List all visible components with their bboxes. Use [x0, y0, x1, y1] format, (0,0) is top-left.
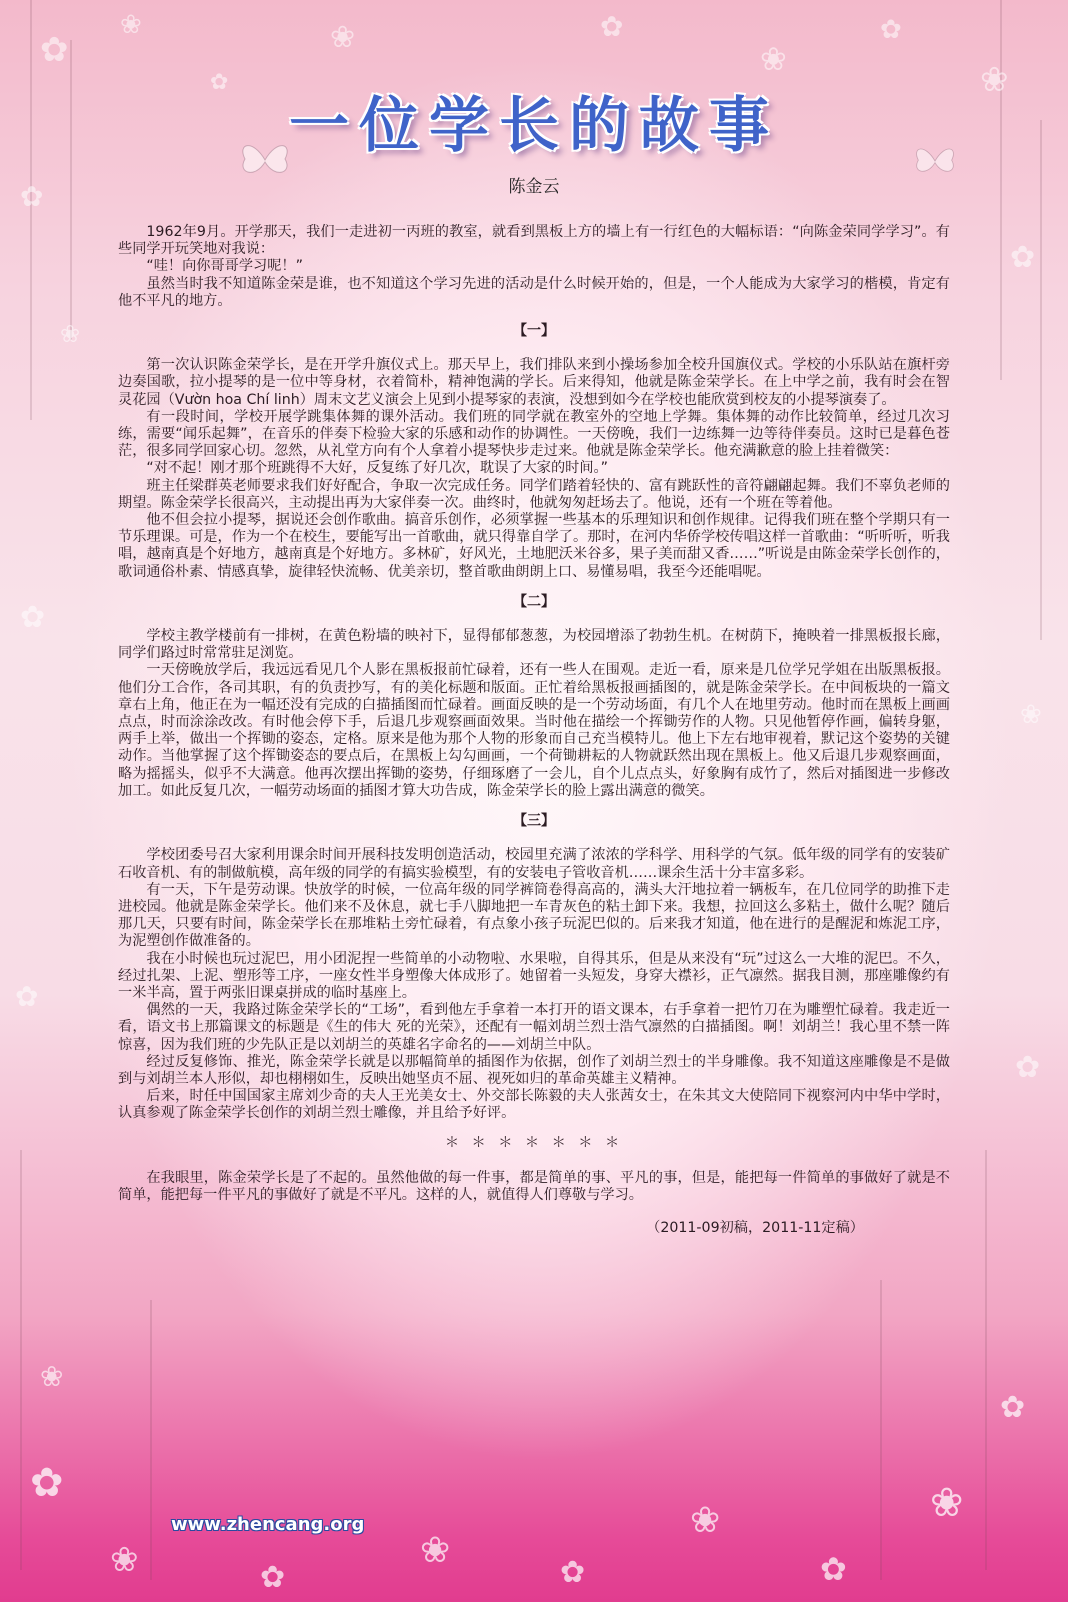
- footer-url[interactable]: www.zhencang.org: [171, 1514, 365, 1535]
- paragraph: 经过反复修饰、推光，陈金荣学长就是以那幅简单的插图作为依据，创作了刘胡兰烈士的半身雕像。我不知道这座雕像是不是做到与刘胡兰本人形似，却也栩栩如生，反映出她坚贞不屈、视死如归的革命英雄主义精神。: [118, 1053, 950, 1087]
- section-separator: ＊ ＊ ＊ ＊ ＊ ＊ ＊: [444, 1134, 624, 1151]
- paragraph: 班主任梁群英老师要求我们好好配合，争取一次完成任务。同学们踏着轻快的、富有跳跃性的音符翩翩起舞。我们不辜负老师的期望。陈金荣学长很高兴，主动提出再为大家伴奏一次。曲终时，他就匆匆赶场去了。他说，还有一个班在等着他。: [118, 477, 950, 511]
- paragraph: 学校主教学楼前有一排树，在黄色粉墙的映衬下，显得郁郁葱葱，为校园增添了勃勃生机。在树荫下，掩映着一排黑板报长廊，同学们路过时常常驻足浏览。: [118, 628, 950, 662]
- quote-paragraph: “对不起！刚才那个班跳得不大好，反复练了好几次，耽误了大家的时间。”: [146, 460, 608, 477]
- paragraph: 偶然的一天，我路过陈金荣学长的“工场”，看到他左手拿着一本打开的语文课本，右手拿着一把竹刀在为雕塑忙碌着。我走近一看，语文书上那篇课文的标题是《生的伟大 死的光荣》，还配有一幅刘胡兰烈士浩气凛然的白描插图。啊！刘胡兰！我心里不禁一阵惊喜，因为我们班的少先队正是以刘胡兰的英雄名字命名的——刘胡兰中队。: [118, 1002, 950, 1053]
- section-heading: 【二】: [513, 593, 555, 610]
- article-body: [118, 224, 950, 1237]
- date-note: （2011-09初稿，2011-11定稿）: [646, 1220, 864, 1237]
- page-title: 一位学长的故事: [289, 91, 779, 161]
- section-heading: 【一】: [513, 323, 555, 340]
- floral-decoration: ✿ ❀ ✿ ❀ ✿ ❀ ✿ ❀ ✿ ✿ ❀ ✿ ❀ ✿ ✿ ✿ ❀ ✿ ❀ ✿ ❀ ✿ ❀ ✿ ❀: [0, 0, 1068, 1602]
- author-name: 陈金云: [508, 177, 560, 197]
- intro-quote: “哇！向你哥哥学习呢！”: [146, 258, 303, 275]
- intro-paragraph: 1962年9月。开学那天，我们一走进初一丙班的教室，就看到黑板上方的墙上有一行红色的大幅标语：“向陈金荣同学学习”。有些同学开玩笑地对我说：: [118, 224, 950, 258]
- section-heading: 【三】: [513, 813, 555, 830]
- paragraph: 有一天，下午是劳动课。快放学的时候，一位高年级的同学裤筒卷得高高的，满头大汗地拉着一辆板车，在几位同学的助推下走进校园。他就是陈金荣学长。他们来不及休息，就七手八脚地把一车青灰色的粘土卸下来。我想，拉回这么多粘土，做什么呢？随后那几天，只要有时间，陈金荣学长在那堆粘土旁忙碌着，有点象小孩子玩泥巴似的。后来我才知道，他在进行的是醒泥和炼泥工序，为泥塑创作做准备的。: [118, 881, 950, 950]
- intro-paragraph: 虽然当时我不知道陈金荣是谁，也不知道这个学习先进的活动是什么时候开始的，但是，一个人能成为大家学习的楷模，肯定有他不平凡的地方。: [118, 275, 950, 309]
- paragraph: 后来，时任中国国家主席刘少奇的夫人王光美女士、外交部长陈毅的夫人张茜女士，在朱其文大使陪同下视察河内中华中学时，认真参观了陈金荣学长创作的刘胡兰烈士雕像，并且给予好评。: [118, 1088, 950, 1122]
- paragraph: 我在小时候也玩过泥巴，用小团泥捏一些简单的小动物啦、水果啦，自得其乐，但是从来没有“玩”过这么一大堆的泥巴。不久，经过扎架、上泥、塑形等工序，一座女性半身塑像大体成形了。她留着一头短发，身穿大襟衫，正气凛然。据我目测，那座雕像约有一米半高，置于两张旧课桌拼成的临时基座上。: [118, 950, 950, 1001]
- paragraph: 学校团委号召大家利用课余时间开展科技发明创造活动，校园里充满了浓浓的学科学、用科学的气氛。低年级的同学有的安装矿石收音机、有的制做航模，高年级的同学的有搞实验模型，有的安装电子管收音机……课余生活十分丰富多彩。: [118, 847, 950, 881]
- paragraph: 有一段时间，学校开展学跳集体舞的课外活动。我们班的同学就在教室外的空地上学舞。集体舞的动作比较简单，经过几次习练，需要“闻乐起舞”，在音乐的伴奏下检验大家的乐感和动作的协调性。一天傍晚，我们一边练舞一边等待伴奏员。这时已是暮色苍茫，很多同学回家心切。忽然，从礼堂方向有个人拿着小提琴快步走过来。他就是陈金荣学长。他充满歉意的脸上挂着微笑：: [118, 408, 950, 460]
- paragraph: 他不但会拉小提琴，据说还会创作歌曲。搞音乐创作，必须掌握一些基本的乐理知识和创作规律。记得我们班在整个学期只有一节乐理课。可是，作为一个在校生，要能写出一首歌曲，就只得靠自学了。那时，在河内华侨学校传唱这样一首歌曲：“听听听，听我唱，越南真是个好地方，越南真是个好地方。多林矿，好风光，土地肥沃米谷多，果子美而甜又香……”听说是由陈金荣学长创作的，歌词通俗朴素、情感真挚，旋律轻快流畅、优美亲切，整首歌曲朗朗上口、易懂易唱，我至今还能唱呢。: [118, 512, 950, 580]
- paragraph: 一天傍晚放学后，我远远看见几个人影在黑板报前忙碌着，还有一些人在围观。走近一看，原来是几位学兄学姐在出版黑板报。他们分工合作，各司其职，有的负责抄写，有的美化标题和版面。正忙着给黑板报画插图的，就是陈金荣学长。在中间板块的一篇文章右上角，他正在为一幅还没有完成的白描插图而忙碌着。画面反映的是一个劳动场面，有几个人在地里劳动。他时而在黑板上画画点点，时而涂涂改改。有时他会停下手，后退几步观察画面效果。当时他在描绘一个挥锄劳作的人物。只见他暂停作画，偏转身躯，两手上举，做出一个挥锄的姿态，定格。原来是他为那个人物的形象而自己充当模特儿。他上下左右地审视着，默记这个姿势的关键动作。当他掌握了这个挥锄姿态的要点后，在黑板上勾勾画画，一个荷锄耕耘的人物就跃然出现在黑板上。他又后退几步观察画面，略为摇摇头，似乎不大满意。他再次摆出挥锄的姿势，仔细琢磨了一会儿，自个儿点点头，好象胸有成竹了，然后对插图进一步修改加工。如此反复几次，一幅劳动场面的插图才算大功告成，陈金荣学长的脸上露出满意的微笑。: [118, 662, 950, 799]
- conclusion-paragraph: 在我眼里，陈金荣学长是了不起的。虽然他做的每一件事，都是简单的事、平凡的事，但是，能把每一件简单的事做好了就是不简单，能把每一件平凡的事做好了就是不平凡。这样的人，就值得人们尊敬与学习。: [118, 1169, 950, 1203]
- paragraph: 第一次认识陈金荣学长，是在开学升旗仪式上。那天早上，我们排队来到小操场参加全校升国旗仪式。学校的小乐队站在旗杆旁边奏国歌，拉小提琴的是一位中等身材，衣着简朴，精神饱满的学长。后来得知，他就是陈金荣学长。在上中学之前，我有时会在智灵花园（Vườn hoa Chí linh）周末文艺义演会上见到小提琴家的表演，没想到如今在学校也能欣赏到校友的小提琴演奏了。: [118, 357, 950, 408]
